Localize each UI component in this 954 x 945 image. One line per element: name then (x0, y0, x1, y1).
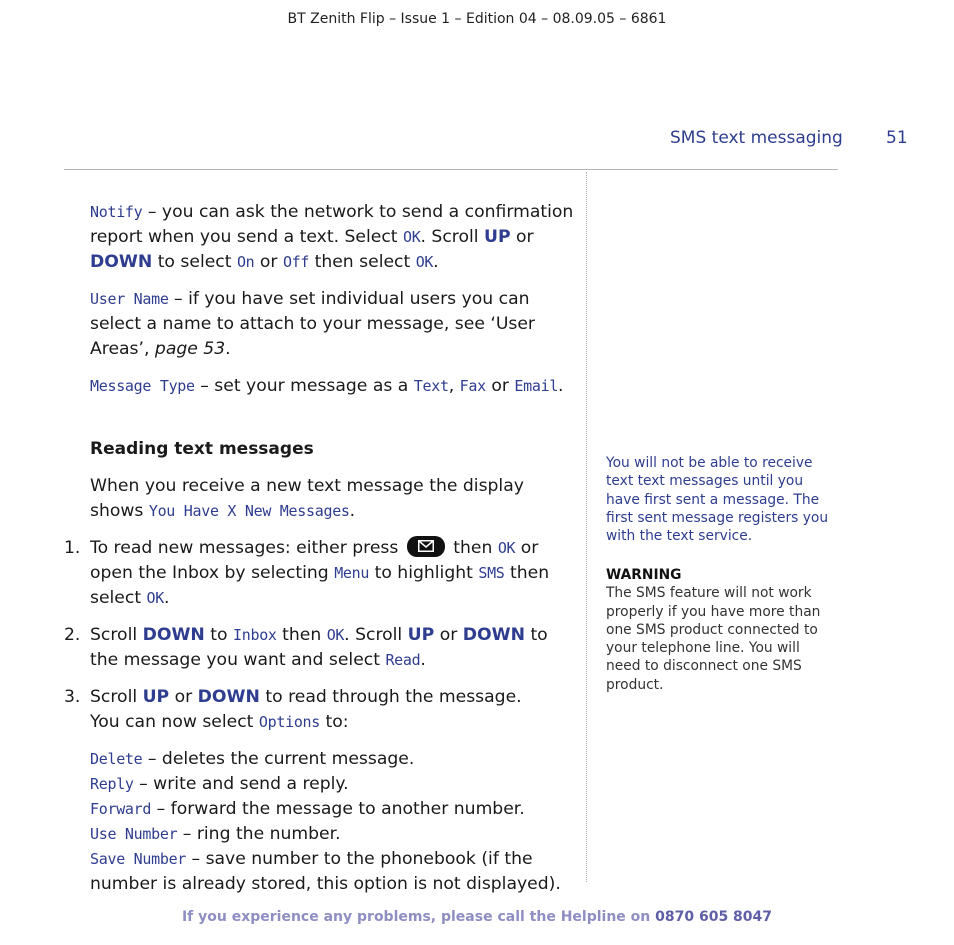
step-2: 2. Scroll DOWN to Inbox then OK. Scroll UP or DOWN to the message you want and select Read. (64, 625, 548, 670)
section-heading: Reading text messages (90, 439, 314, 459)
option-item: Reply – write and send a reply. (90, 774, 349, 794)
option-item: Forward – forward the message to another number. (90, 799, 525, 819)
header-rule (64, 169, 838, 170)
options-list (90, 747, 575, 897)
option-item: Delete – deletes the current message. (90, 749, 415, 769)
user-name-term: User Name (90, 290, 169, 308)
helpline-footer: If you experience any problems, please call the Helpline on 0870 605 8047 (181, 909, 773, 925)
display-message: You Have X New Messages (148, 502, 350, 520)
user-name-paragraph: User Name – if you have set individual users you can select a name to attach to your message, see ‘User Areas’, page 53. (90, 289, 536, 359)
option-item: Save Number – save number to the phonebook (if the number is already stored, this option is not displayed). (90, 849, 561, 894)
option-item: Use Number – ring the number. (90, 824, 341, 844)
main-column (64, 200, 575, 897)
sidebar-note: You will not be able to receive text text messages until you have first sent a message. The first sent message registers you with the text service. (606, 455, 829, 545)
step-1: 1. To read new messages: either press then OK or open the Inbox by selecting Menu to highlight SMS then select OK. (64, 538, 550, 608)
warning-title: WARNING (606, 567, 682, 583)
notify-term: Notify (90, 203, 143, 221)
section-title: SMS text messaging (670, 128, 843, 148)
message-type-term: Message Type (90, 377, 195, 395)
steps-list (64, 536, 575, 735)
step-3: 3. Scroll UP or DOWN to read through the message. You can now select Options to: (64, 687, 522, 732)
message-type-paragraph: Message Type – set your message as a Text, Fax or Email. (90, 376, 564, 396)
page-number: 51 (886, 128, 908, 148)
document-info: BT Zenith Flip – Issue 1 – Edition 04 – 08.09.05 – 6861 (287, 11, 667, 27)
warning-box (606, 566, 838, 694)
warning-text: The SMS feature will not work properly if you have more than one SMS product connected to your telephone line. You will need to disconnect one SMS product. (606, 585, 821, 693)
intro-paragraph: When you receive a new text message the display shows You Have X New Messages. (90, 476, 524, 521)
page-reference: page 53 (154, 339, 226, 359)
notify-paragraph: Notify – you can ask the network to send a confirmation report when you send a text. Select OK. Scroll UP or DOWN to select On or Off then select OK. (90, 202, 574, 272)
envelope-icon (407, 536, 445, 557)
helpline-number: 0870 605 8047 (655, 909, 773, 925)
column-divider (586, 172, 587, 882)
